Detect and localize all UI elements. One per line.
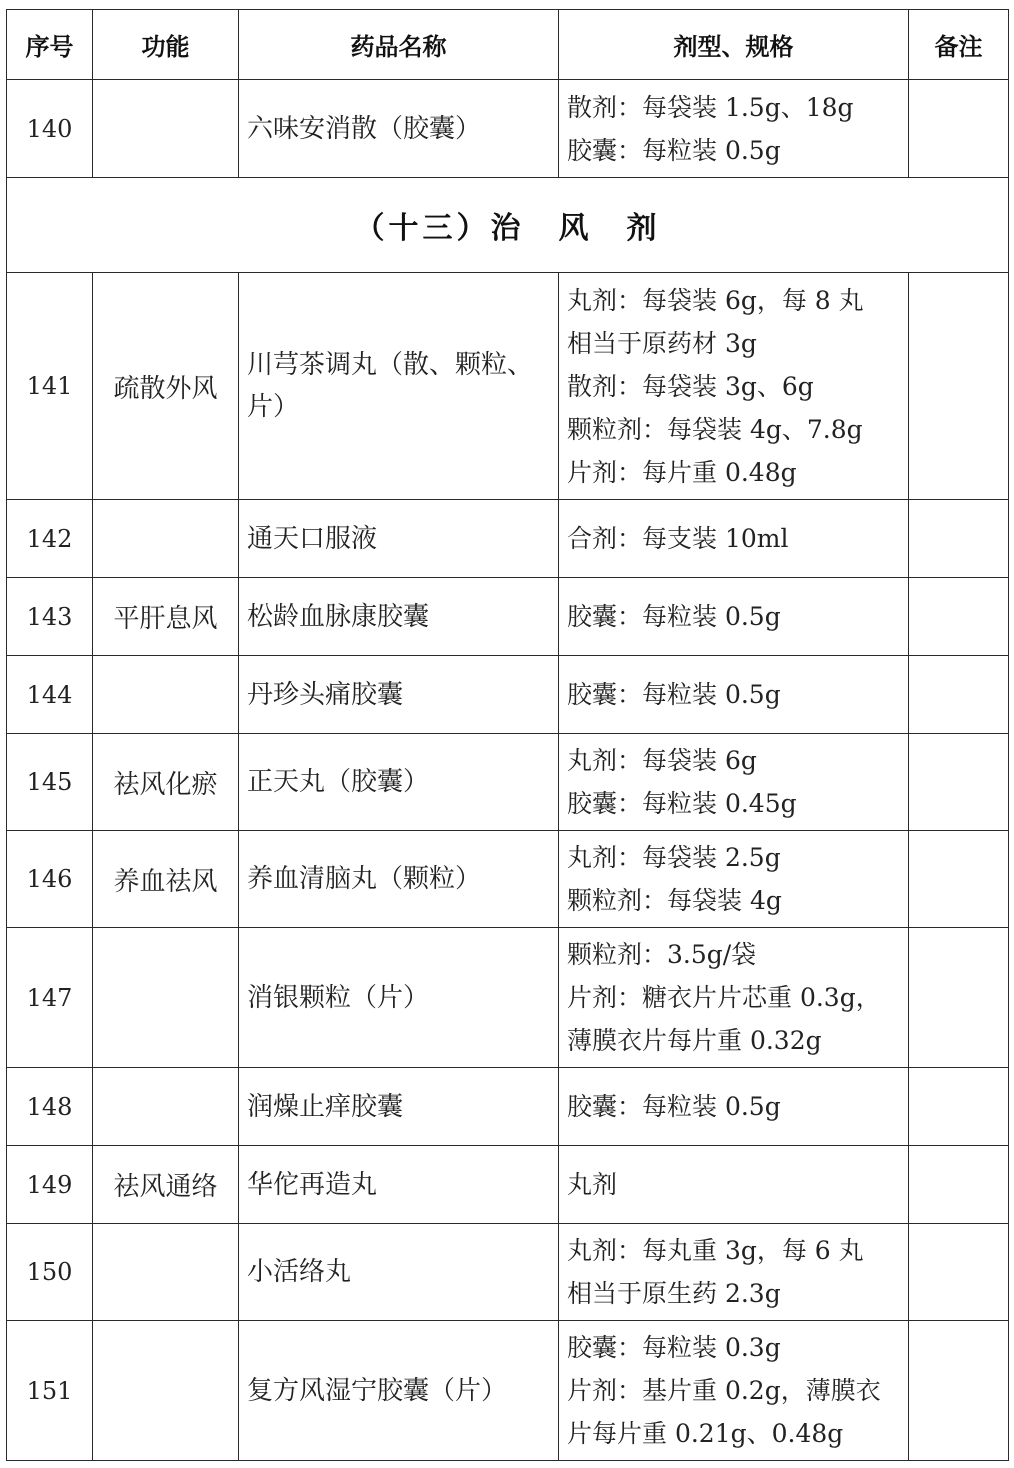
row-number: 145 [7, 734, 93, 831]
row-function [93, 1068, 239, 1146]
row-note [909, 656, 1009, 734]
row-note [909, 928, 1009, 1068]
row-number: 141 [7, 273, 93, 500]
table-header-row [7, 10, 1009, 80]
spec-line: 胶囊：每粒装 0.3g [567, 1333, 781, 1362]
header-function: 功能 [93, 10, 239, 80]
table-row [7, 273, 1009, 500]
section-title: （十三）治 风 剂 [7, 178, 1009, 273]
spec-line: 散剂：每袋装 3g、6g [567, 371, 814, 401]
row-number: 147 [7, 928, 93, 1068]
row-number: 151 [7, 1321, 93, 1461]
row-drug-name: 华佗再造丸 [239, 1146, 559, 1224]
row-spec [559, 1068, 909, 1146]
row-spec [559, 1146, 909, 1224]
section-row [7, 178, 1009, 273]
row-drug-name: 正天丸（胶囊） [239, 734, 559, 831]
spec-line: 胶囊：每粒装 0.5g [567, 135, 781, 165]
row-function: 养血祛风 [93, 831, 239, 928]
header-name: 药品名称 [239, 10, 559, 80]
spec-line: 片剂：糖衣片片芯重 0.3g， [567, 983, 881, 1012]
row-function: 祛风通络 [93, 1146, 239, 1224]
row-note [909, 734, 1009, 831]
row-number: 146 [7, 831, 93, 928]
table-row [7, 831, 1009, 928]
spec-line: 胶囊：每粒装 0.5g [567, 602, 781, 631]
spec-line: 丸剂 [567, 1170, 618, 1199]
row-number: 143 [7, 578, 93, 656]
row-drug-name: 复方风湿宁胶囊（片） [239, 1321, 559, 1461]
spec-line: 丸剂：每丸重 3g，每 6 丸 [567, 1236, 864, 1265]
table-row [7, 1068, 1009, 1146]
row-function [93, 656, 239, 734]
row-number: 148 [7, 1068, 93, 1146]
spec-line: 散剂：每袋装 1.5g、18g [567, 92, 854, 122]
spec-line: 颗粒剂：每袋装 4g、7.8g [567, 414, 863, 444]
table-row [7, 1224, 1009, 1321]
spec-line: 胶囊：每粒装 0.5g [567, 1092, 781, 1121]
table-row [7, 500, 1009, 578]
spec-line: 片剂：基片重 0.2g，薄膜衣 [567, 1376, 881, 1405]
row-number: 150 [7, 1224, 93, 1321]
row-note [909, 1068, 1009, 1146]
row-number: 142 [7, 500, 93, 578]
row-spec [559, 578, 909, 656]
row-drug-name: 小活络丸 [239, 1224, 559, 1321]
row-drug-name: 润燥止痒胶囊 [239, 1068, 559, 1146]
row-function [93, 500, 239, 578]
row-note [909, 1146, 1009, 1224]
row-spec [559, 928, 909, 1068]
row-note [909, 578, 1009, 656]
row-spec [559, 500, 909, 578]
spec-line: 胶囊：每粒装 0.5g [567, 680, 781, 709]
spec-line: 合剂：每支装 10ml [567, 524, 789, 553]
row-spec [559, 831, 909, 928]
row-spec [559, 1321, 909, 1461]
spec-line: 薄膜衣片每片重 0.32g [567, 1026, 822, 1055]
row-function: 祛风化瘀 [93, 734, 239, 831]
spec-line: 颗粒剂：3.5g/袋 [567, 940, 757, 969]
row-function: 疏散外风 [93, 273, 239, 500]
row-note [909, 831, 1009, 928]
spec-line: 相当于原生药 2.3g [567, 1279, 781, 1308]
row-drug-name: 通天口服液 [239, 500, 559, 578]
spec-line: 丸剂：每袋装 6g，每 8 丸 [567, 285, 864, 315]
row-note [909, 273, 1009, 500]
header-no: 序号 [7, 10, 93, 80]
row-note [909, 80, 1009, 178]
table-row [7, 1146, 1009, 1224]
table-row [7, 80, 1009, 178]
row-drug-name: 消银颗粒（片） [239, 928, 559, 1068]
spec-line: 丸剂：每袋装 2.5g [567, 843, 781, 872]
row-spec [559, 656, 909, 734]
drug-list-table [6, 9, 1009, 1461]
row-number: 149 [7, 1146, 93, 1224]
table-row [7, 928, 1009, 1068]
table-row [7, 578, 1009, 656]
row-drug-name: 川芎茶调丸（散、颗粒、片） [239, 273, 559, 500]
row-function [93, 1224, 239, 1321]
table-row [7, 1321, 1009, 1461]
row-number: 140 [7, 80, 93, 178]
spec-line: 片每片重 0.21g、0.48g [567, 1419, 844, 1448]
row-drug-name: 六味安消散（胶囊） [239, 80, 559, 178]
spec-line: 相当于原药材 3g [567, 328, 757, 358]
row-drug-name: 养血清脑丸（颗粒） [239, 831, 559, 928]
row-note [909, 500, 1009, 578]
row-spec [559, 734, 909, 831]
row-drug-name: 丹珍头痛胶囊 [239, 656, 559, 734]
row-number: 144 [7, 656, 93, 734]
row-function: 平肝息风 [93, 578, 239, 656]
row-function [93, 80, 239, 178]
table-row [7, 734, 1009, 831]
header-spec: 剂型、规格 [559, 10, 909, 80]
row-drug-name: 松龄血脉康胶囊 [239, 578, 559, 656]
header-note: 备注 [909, 10, 1009, 80]
row-note [909, 1224, 1009, 1321]
row-spec [559, 80, 909, 178]
row-spec [559, 273, 909, 500]
spec-line: 胶囊：每粒装 0.45g [567, 789, 797, 818]
row-spec [559, 1224, 909, 1321]
row-function [93, 1321, 239, 1461]
spec-line: 丸剂：每袋装 6g [567, 746, 757, 775]
spec-line: 片剂：每片重 0.48g [567, 457, 797, 487]
row-function [93, 928, 239, 1068]
spec-line: 颗粒剂：每袋装 4g [567, 886, 782, 915]
row-note [909, 1321, 1009, 1461]
table-row [7, 656, 1009, 734]
